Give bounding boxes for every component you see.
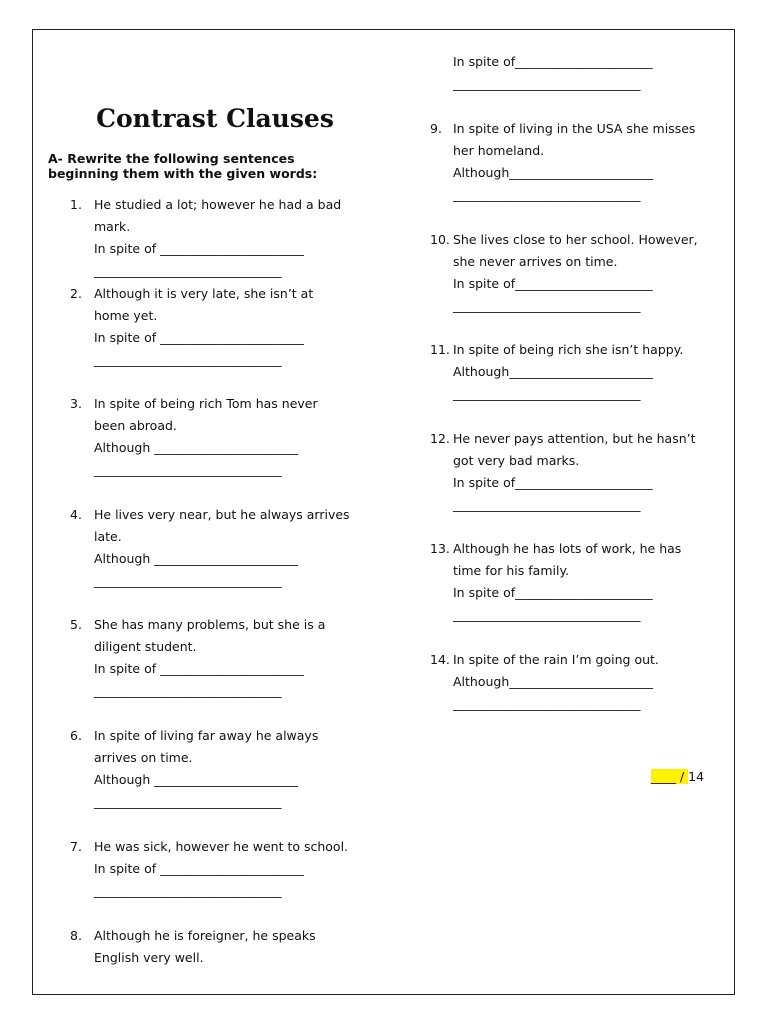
answer-line: ______________________________ [453, 386, 641, 401]
item-text: she never arrives on time. [453, 254, 618, 269]
score-total: 14 [688, 769, 705, 784]
answer-line: ______________________________ [94, 352, 282, 367]
answer-prompt: Although _______________________ [94, 551, 298, 566]
item-text: In spite of being rich she isn’t happy. [453, 342, 684, 357]
item-text: arrives on time. [94, 750, 193, 765]
item-text: late. [94, 529, 122, 544]
instructions [48, 151, 348, 181]
item-number: 13. [430, 541, 450, 556]
page-title: Contrast Clauses [96, 104, 334, 133]
answer-line: ______________________________ [453, 607, 641, 622]
answer-line: ______________________________ [94, 683, 282, 698]
item-text: diligent student. [94, 639, 197, 654]
item-number: 6. [70, 728, 82, 743]
answer-prompt: In spite of______________________ [453, 276, 653, 291]
item-text: She has many problems, but she is a [94, 617, 326, 632]
item-number: 1. [70, 197, 82, 212]
item-number: 3. [70, 396, 82, 411]
answer-prompt: Although_______________________ [453, 674, 654, 689]
item-number: 2. [70, 286, 82, 301]
answer-line: ______________________________ [453, 298, 641, 313]
answer-line: ______________________________ [94, 263, 282, 278]
item-text: He studied a lot; however he had a bad [94, 197, 342, 212]
item-number: 12. [430, 431, 450, 446]
item-number: 5. [70, 617, 82, 632]
answer-line: ______________________________ [453, 497, 641, 512]
item-text: been abroad. [94, 418, 177, 433]
answer-prompt: In spite of _______________________ [94, 861, 304, 876]
answer-prompt: In spite of _______________________ [94, 330, 304, 345]
item-text: He was sick, however he went to school. [94, 839, 349, 854]
item-number: 10. [430, 232, 450, 247]
item-number: 11. [430, 342, 450, 357]
item-text: In spite of the rain I’m going out. [453, 652, 659, 667]
item-number: 9. [430, 121, 442, 136]
item-text: mark. [94, 219, 131, 234]
item-text: time for his family. [453, 563, 570, 578]
answer-prompt: In spite of______________________ [453, 475, 653, 490]
answer-prompt: Although _______________________ [94, 440, 298, 455]
instructions-line-1: A- Rewrite the following sentences [48, 151, 295, 166]
item-text: In spite of living in the USA she misses [453, 121, 696, 136]
instructions-line-2: beginning them with the given words: [48, 166, 318, 181]
item-text: got very bad marks. [453, 453, 580, 468]
item-number: 4. [70, 507, 82, 522]
answer-prompt: In spite of _______________________ [94, 661, 304, 676]
answer-line: ______________________________ [453, 187, 641, 202]
answer-line: ______________________________ [453, 76, 641, 91]
item-text: English very well. [94, 950, 204, 965]
item-text: Although he is foreigner, he speaks [94, 928, 316, 943]
item-number: 8. [70, 928, 82, 943]
item-text: In spite of living far away he always [94, 728, 319, 743]
answer-line: ______________________________ [453, 696, 641, 711]
item-text: He never pays attention, but he hasn’t [453, 431, 696, 446]
item-text: Although he has lots of work, he has [453, 541, 682, 556]
answer-prompt: Although _______________________ [94, 772, 298, 787]
answer-line: ______________________________ [94, 573, 282, 588]
answer-line: ______________________________ [94, 462, 282, 477]
item-text: Although it is very late, she isn’t at [94, 286, 314, 301]
item-text: She lives close to her school. However, [453, 232, 698, 247]
answer-line: ______________________________ [94, 794, 282, 809]
item-text: her homeland. [453, 143, 545, 158]
item-number: 7. [70, 839, 82, 854]
item-text: He lives very near, but he always arrives [94, 507, 350, 522]
item-number: 14. [430, 652, 450, 667]
item-text: home yet. [94, 308, 158, 323]
answer-prompt: In spite of______________________ [453, 585, 653, 600]
answer-line: ______________________________ [94, 883, 282, 898]
answer-prompt: In spite of______________________ [453, 54, 653, 69]
score-blank: ____ / [651, 769, 689, 784]
answer-prompt: Although_______________________ [453, 364, 654, 379]
item-text: In spite of being rich Tom has never [94, 396, 318, 411]
score-box [651, 767, 704, 787]
answer-prompt: In spite of _______________________ [94, 241, 304, 256]
answer-prompt: Although_______________________ [453, 165, 654, 180]
